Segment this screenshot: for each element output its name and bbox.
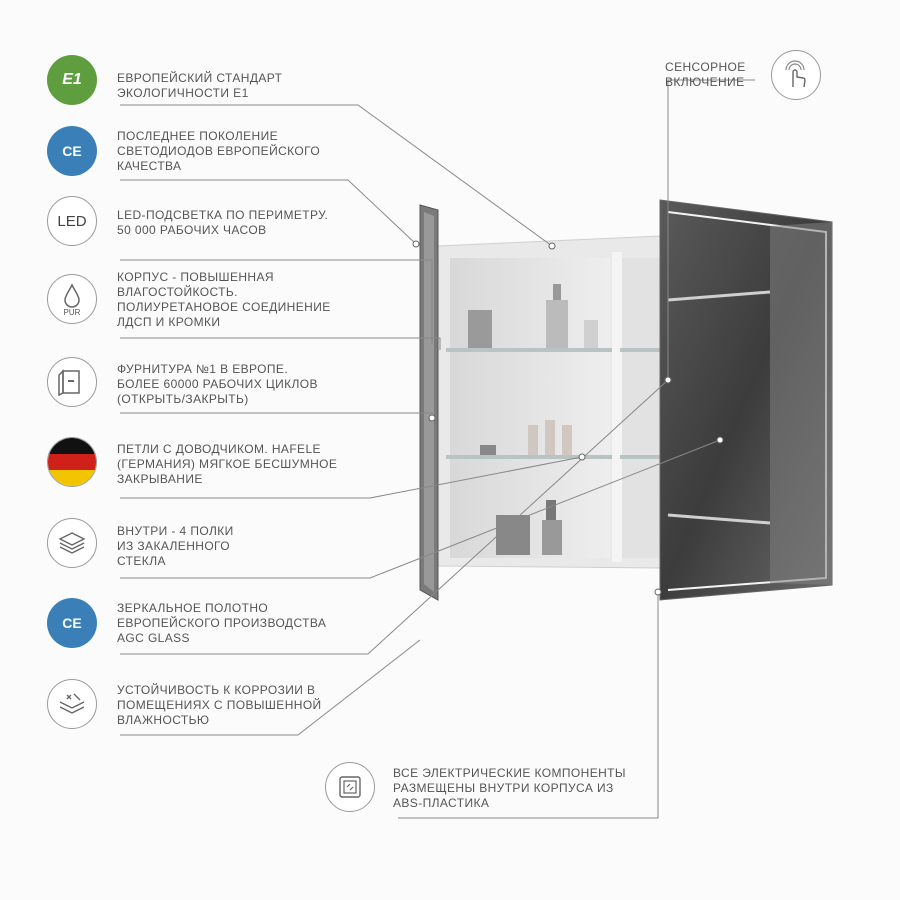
- feature-led-backlight: [47, 196, 447, 252]
- ce-mark-icon: CE: [47, 126, 97, 176]
- feature-eco-text: ЕВРОПЕЙСКИЙ СТАНДАРТ ЭКОЛОГИЧНОСТИ Е1: [117, 71, 283, 100]
- feature-led-generation-text: ПОСЛЕДНЕЕ ПОКОЛЕНИЕ СВЕТОДИОДОВ ЕВРОПЕЙСКОГО КАЧЕСТВА: [117, 129, 321, 173]
- feature-hardware-text: ФУРНИТУРА №1 В ЕВРОПЕ. БОЛЕЕ 60000 РАБОЧИХ ЦИКЛОВ (ОТКРЫТЬ/ЗАКРЫТЬ): [117, 362, 318, 406]
- feature-pur-text: КОРПУС - ПОВЫШЕННАЯ ВЛАГОСТОЙКОСТЬ. ПОЛИУРЕТАНОВОЕ СОЕДИНЕНИЕ ЛДСП И КРОМКИ: [117, 270, 331, 329]
- svg-text:PUR: PUR: [63, 308, 81, 317]
- germany-flag-icon: [47, 437, 97, 487]
- feature-pur: [47, 270, 447, 330]
- chip-icon: [325, 762, 375, 812]
- feature-hafele-text: ПЕТЛИ С ДОВОДЧИКОМ. HAFELE (ГЕРМАНИЯ) МЯГКОЕ БЕСШУМНОЕ ЗАКРЫВАНИЕ: [117, 442, 338, 486]
- right-mirror-door: [660, 200, 832, 600]
- feature-hardware: [47, 357, 447, 413]
- feature-eco: [47, 55, 447, 111]
- feature-agc: [47, 598, 447, 654]
- feature-hafele: [47, 437, 447, 493]
- feature-electrical-text: ВСЕ ЭЛЕКТРИЧЕСКИЕ КОМПОНЕНТЫ РАЗМЕЩЕНЫ ВНУТРИ КОРПУСА ИЗ ABS-ПЛАСТИКА: [393, 766, 626, 810]
- ce-mark-icon: CE: [47, 598, 97, 648]
- feature-corrosion-text: УСТОЙЧИВОСТЬ К КОРРОЗИИ В ПОМЕЩЕНИЯХ С ПОВЫШЕННОЙ ВЛАЖНОСТЬЮ: [117, 683, 322, 727]
- layers-icon: [47, 518, 97, 568]
- feature-electrical: [325, 762, 655, 818]
- feature-led-backlight-text: LED-ПОДСВЕТКА ПО ПЕРИМЕТРУ. 50 000 РАБОЧИХ ЧАСОВ: [117, 208, 329, 237]
- corrosion-icon: [47, 679, 97, 729]
- feature-shelves-text: ВНУТРИ - 4 ПОЛКИ ИЗ ЗАКАЛЕННОГО СТЕКЛА: [117, 524, 234, 568]
- cabinet-body: [438, 236, 662, 568]
- sensor-text: СЕНСОРНОЕ ВКЛЮЧЕНИЕ: [665, 60, 746, 89]
- water-drop-pur-icon: [47, 274, 97, 324]
- e1-eco-icon: E1: [47, 55, 97, 105]
- touch-icon: [771, 50, 821, 100]
- feature-led-generation: [47, 126, 447, 182]
- feature-agc-text: ЗЕРКАЛЬНОЕ ПОЛОТНО ЕВРОПЕЙСКОГО ПРОИЗВОДСТВА AGC GLASS: [117, 601, 327, 645]
- feature-corrosion: [47, 679, 447, 735]
- cabinet-door-icon: [47, 357, 97, 407]
- feature-shelves: [47, 518, 447, 574]
- led-icon: LED: [47, 196, 97, 246]
